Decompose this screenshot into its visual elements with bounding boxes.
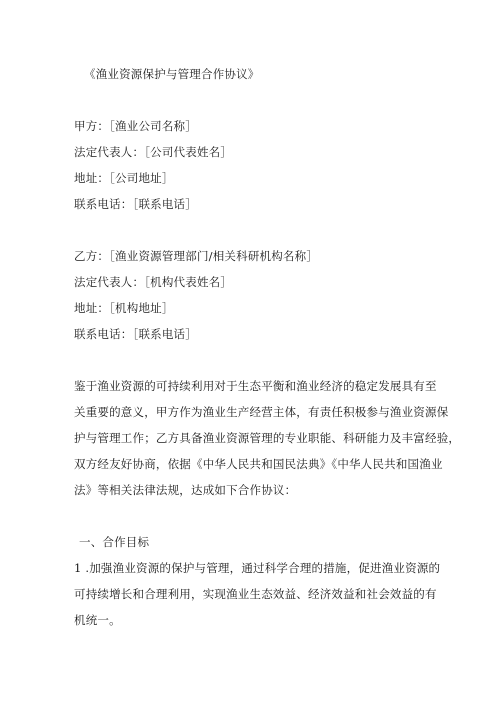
clause-line: 可持续增长和合理利用，实现渔业生态效益、经济效益和社会效益的有 <box>74 587 437 601</box>
party-b-phone: 联系电话：［联系电话］ <box>74 327 197 341</box>
clause-line: 机统一。 <box>74 613 121 627</box>
agreement-title: 《渔业资源保护与管理合作协议》 <box>84 67 260 81</box>
party-b-representative: 法定代表人：［机构代表姓名］ <box>74 275 233 289</box>
preamble-line: 法》等相关法律法规，达成如下合作协议： <box>74 483 297 497</box>
party-a-name: 甲方：［渔业公司名称］ <box>74 119 197 133</box>
section-heading: 一、合作目标 <box>79 535 150 549</box>
party-a-phone: 联系电话：［联系电话］ <box>74 197 197 211</box>
preamble-line: 关重要的意义，甲方作为渔业生产经营主体，有责任积极参与渔业资源保 <box>74 405 449 419</box>
clause-line: 1 .加强渔业资源的保护与管理，通过科学合理的措施，促进渔业资源的 <box>74 561 441 575</box>
party-a-representative: 法定代表人：［公司代表姓名］ <box>74 145 233 159</box>
party-b-address: 地址：［机构地址］ <box>74 301 174 315</box>
party-b-name: 乙方：［渔业资源管理部门/相关科研机构名称］ <box>74 249 319 263</box>
party-a-address: 地址：［公司地址］ <box>74 171 174 185</box>
preamble-line: 鉴于渔业资源的可持续利用对于生态平衡和渔业经济的稳定发展具有至 <box>74 379 437 393</box>
preamble-line: 双方经友好协商，依据《中华人民共和国民法典》《中华人民共和国渔业 <box>74 457 443 471</box>
preamble-line: 护与管理工作；乙方具备渔业资源管理的专业职能、科研能力及丰富经验， <box>74 431 461 445</box>
